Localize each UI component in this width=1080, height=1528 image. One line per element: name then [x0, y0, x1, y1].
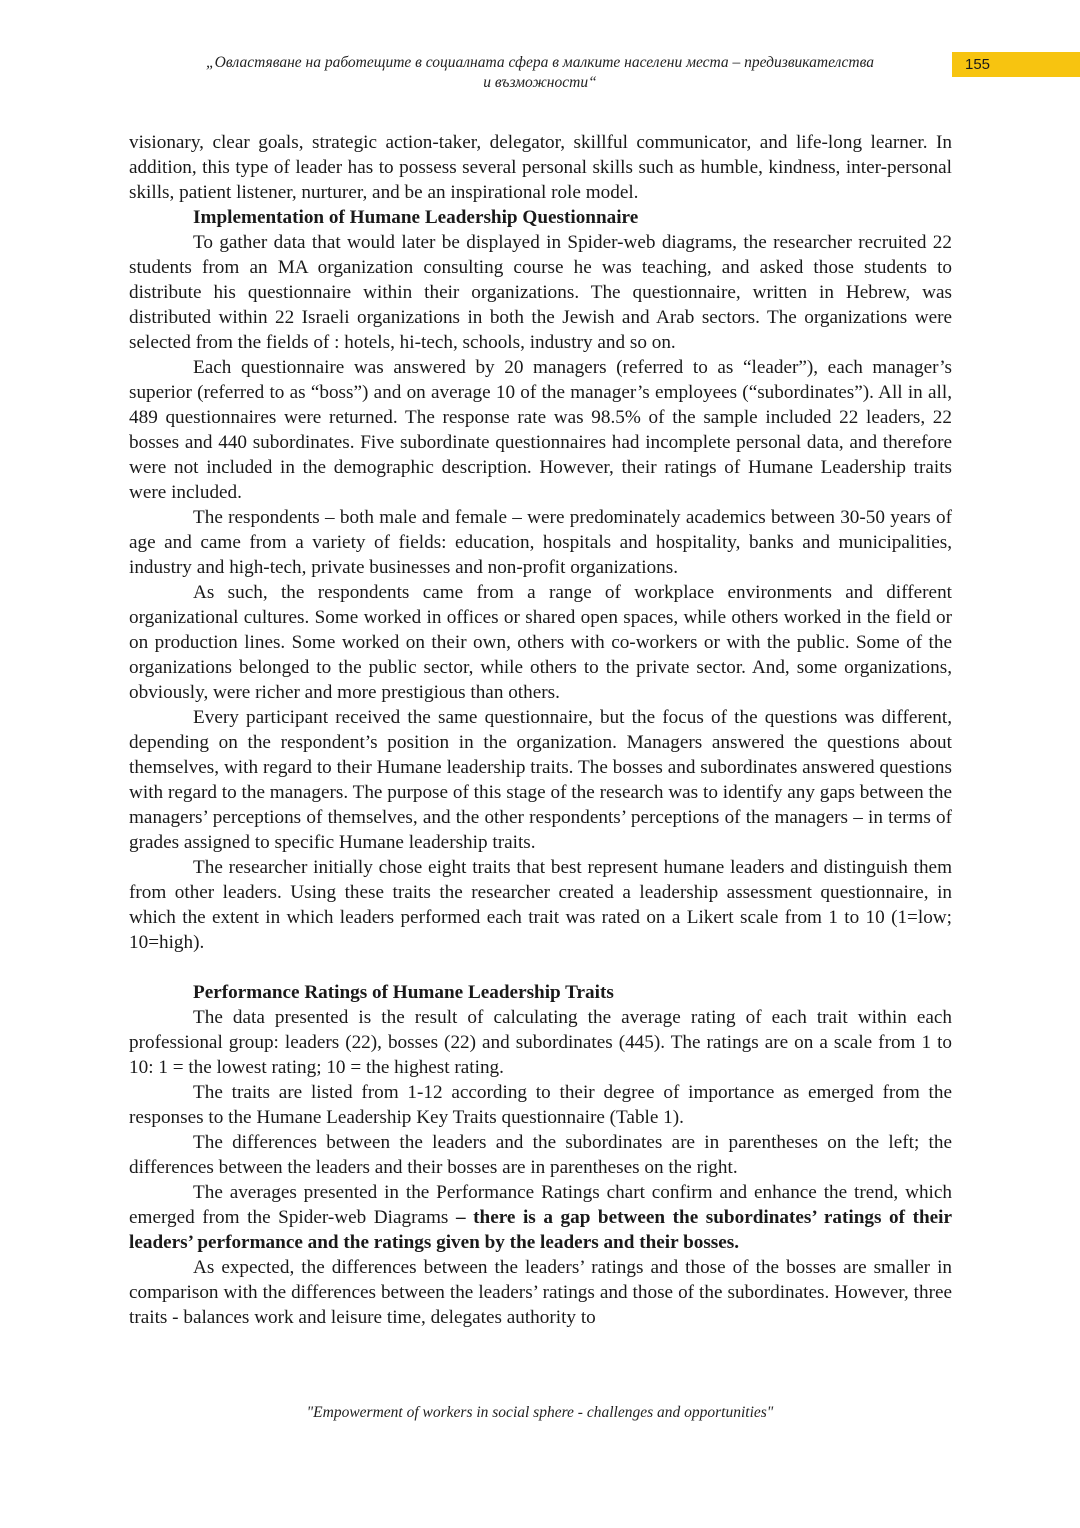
running-header — [130, 53, 950, 93]
paragraph-boss-differences: As expected, the differences between the leaders’ ratings and those of the bosses are smaller in comparison with the differences between the leaders’ ratings and those of the subordinates. However, three traits - balances work and leisure time, delegates authority to — [129, 1257, 952, 1328]
header-title-line-1: „Овластяване на работещите в социалната сфера в малките населени места – предизвикателства — [206, 54, 874, 71]
paragraph-average-ratings: The data presented is the result of calculating the average rating of each trait within each professional group: leaders (22), bosses (22) and subordinates (445). The ratings are on a scale from 1 to 10: 1 = the lowest rating; 10 = the highest rating. — [129, 1007, 952, 1078]
paragraph-spider-web-trend — [129, 1180, 952, 1255]
article-body — [129, 130, 952, 1330]
paragraph-traits-listing: The traits are listed from 1-12 according to their degree of importance as emerged from the responses to the Humane Leadership Key Traits questionnaire (Table 1). — [129, 1082, 952, 1128]
paragraph-leader-traits: visionary, clear goals, strategic action-taker, delegator, skillful communicator, and life-long learner. In addition, this type of leader has to possess several personal skills such as humble, kindness, inter-personal skills, patient listener, nurturer, and be an inspirational role model. — [129, 132, 952, 203]
paragraph-likert-scale: The researcher initially chose eight traits that best represent humane leaders and distinguish them from other leaders. Using these traits the researcher created a leadership assessment questionnaire, in which the extent in which leaders performed each trait was rated on a Likert scale from 1 to 10 (1=low; 10=high). — [129, 857, 952, 953]
paragraph-differences: The differences between the leaders and the subordinates are in parentheses on the left; the differences between the leaders and their bosses are in parentheses on the right. — [129, 1132, 952, 1178]
paragraph-data-gathering: To gather data that would later be displayed in Spider-web diagrams, the researcher recruited 22 students from an MA organization consulting course he was teaching, and asked those students to distribute his questionnaire within their organizations. The questionnaire, written in Hebrew, was distributed within 22 Israeli organizations in both the Jewish and Arab sectors. The organizations were selected from the fields of : hotels, hi-tech, schools, industry and so on. — [129, 232, 952, 353]
running-footer: "Empowerment of workers in social sphere - challenges and opportunities" — [306, 1404, 774, 1421]
paragraph-workplace-environments: As such, the respondents came from a range of workplace environments and different organizational cultures. Some worked in offices or shared open spaces, while others worked in the field or on production lines. Some worked on their own, others with co-workers or with the public. Some of the organizations belonged to the public sector, while others to the private sector. And, some organizations, obviously, were richer and more prestigious than others. — [129, 582, 952, 703]
page-number-badge: 155 — [952, 52, 1080, 77]
paragraph-respondents: The respondents – both male and female – were predominately academics between 30-50 years of age and came from a variety of fields: education, hospitals and hospitality, banks and municipalities, industry and high-tech, private businesses and non-profit organizations. — [129, 507, 952, 578]
trend-text: The averages presented in the Performance Ratings chart confirm and enhance the trend, which emerged from the Spider-web Diagrams — [129, 1182, 952, 1228]
section-heading-implementation: Implementation of Humane Leadership Questionnaire — [193, 207, 639, 228]
paragraph-questionnaire-responses: Each questionnaire was answered by 20 managers (referred to as “leader”), each manager’s superior (referred to as “boss”) and on average 10 of the manager’s employees (“subordinates”). All in all, 489 questionnaires were returned. The response rate was 98.5% of the sample included 22 leaders, 22 bosses and 440 subordinates. Five subordinate questionnaires had incomplete personal data, and therefore were not included in the demographic description. However, their ratings of Humane Leadership traits were included. — [129, 357, 952, 503]
section-heading-performance-ratings: Performance Ratings of Humane Leadership Traits — [193, 982, 614, 1003]
header-title-line-2: и възможности“ — [483, 74, 597, 91]
paragraph-spacer — [129, 955, 952, 980]
paragraph-questionnaire-focus: Every participant received the same questionnaire, but the focus of the questions was different, depending on the respondent’s position in the organization. Managers answered the questions about themselves, with regard to their Humane leadership traits. The bosses and subordinates answered questions with regard to the managers. The purpose of this stage of the research was to identify any gaps between the managers’ perceptions of themselves, and the other respondents’ perceptions of the managers – in terms of grades assigned to specific Humane leadership traits. — [129, 707, 952, 853]
trend-emphasis: – there is a gap between the subordinates’ ratings of their leaders’ performance and the ratings given by the leaders and their bosses. — [129, 1207, 952, 1253]
